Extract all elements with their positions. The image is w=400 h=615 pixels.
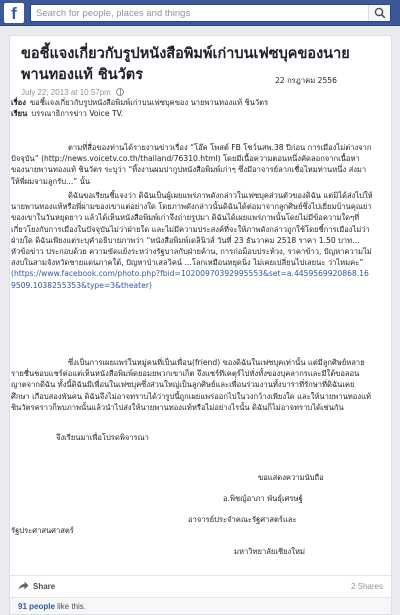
top-bar	[0, 0, 400, 26]
subject-line	[11, 97, 371, 108]
letter-date: 22 กรฎาคม 2556	[275, 76, 337, 85]
note-timestamp[interactable]: July 22, 2013 at 10:57pm	[21, 88, 111, 97]
facebook-photo-link[interactable]: (https://www.facebook.com/photo.php?fbid=10200970392995553&set=a.4459569920868.169509.1038255353&type=3&theater)	[11, 269, 369, 290]
share-button[interactable]	[18, 580, 55, 594]
signer-university: มหาวิทยาลัยเชียงใหม่	[234, 547, 305, 556]
signer-position-line-2: รัฐประศาสนศาสตร์	[11, 526, 74, 535]
search-button[interactable]	[368, 5, 390, 21]
globe-icon[interactable]	[116, 88, 124, 96]
share-count[interactable]: 2 Shares	[350, 582, 383, 591]
recipient-label: เรียน	[11, 109, 28, 119]
paragraph-2	[11, 190, 373, 291]
search-box[interactable]	[30, 4, 391, 22]
action-bar	[9, 575, 392, 597]
closing-line: จึงเรียนมาเพื่อโปรดพิจารณา	[56, 433, 149, 442]
letter-header	[11, 97, 371, 119]
sign-off: ขอแสดงความนับถือ	[258, 473, 324, 482]
paragraph-3: ซึ่งเป็นการเผยแพร่ในหมู่คนที่เป็นเพื่อน(friend) ของดิฉันในเฟซบุคเท่านั้น แต่มีลูกศิษย์หลายรายชื่นชอบแชร์ต่อแต่เห็นหนังสือพิมพ์ดยอมยพวกเขาเก็ต จึงแชร์ทีเคตุร์ไปทั่งทั้งของบุคลากรและมีใต้ขอลอนญาตจากดิฉัน ทั้งนี้ดิฉันมีเพื่อนในเฟซบุคซึ่งส่วนใหญ่เป็นลูกศิษย์และเพื่อนร่วมงานทั้งบาราที่รักษาที่ดิฉันเคยศึกษา เกือบสองพันคน ดิฉันจึงไม่อาจทราบได้ว่ารูปนี้ถูกเผยแพร่ออกไปในวงกว้างเพียงใด และให้นายพานทองแท้ชินวัตรคราวก็พบภาพนั้นแล้วนำไปส่งให้นายพานทองแท้หรือไม่อย่างไรนั้น ดิฉันก็ไม่อาจทราบได้เช่นกัน	[11, 358, 371, 412]
recipient-text: บรรณาธิการข่าว Voice TV.	[31, 109, 124, 119]
search-icon	[374, 7, 386, 19]
likes-count[interactable]: 91 people	[18, 602, 55, 611]
subject-text: ขอชี้แจงเกี่ยวกับรูปหนังสือพิมพ์เก่าบนเฟซบุคของ นายพานทองแท้ ชินวัตร	[29, 98, 269, 107]
share-icon	[18, 581, 29, 591]
note-title: ขอชี้แจงเกี่ยวกับรูปหนังสือพิมพ์เก่าบนเฟซบุคของนายพานทองแท้ ชินวัตร	[21, 46, 350, 83]
search-input[interactable]	[31, 5, 366, 21]
signer-name: อ.พิชญ์อาภา พันธุ์เศรษฐ์	[223, 494, 303, 503]
share-label: Share	[33, 582, 56, 591]
paragraph-2-text: ดิฉันขอเรียนชี้แจงว่า ดิฉันเป็นผู้เผยแพร่ภาพดังกล่าวในเฟซบุคส่วนตัวของดิฉัน แต่มิได้ส่งไปให้นายพานทองแท้หรือพี่ผามของเขาแต่อย่างใด โดยภาพดังกล่าวนั้นดิฉันได้ต่อมาจากลูกศิษย์ซึ่งไปเยี่ยมบ้านคุณย่าของเขาในวันหยุดยาว แล้วได้เห็นหนังสือพิมพ์เก่าจึงถ่ายรูปมา ดิฉันได้เผยแพร่ภาพนั้นโดยไม่มีข้อความใดๆที่เกี่ยวโยงกับการเมืองในปัจจุบันไม่ว่าฝ่ายใด และไม่มีความประสงค์ที่จะให้ภาพดังกล่าวถูกใช้โดยชี้การเมืองไม่ว่าฝ่ายใด ดิฉันเพียงแต่ระบุคำอธิบายภาพว่า “หนังสือพิมพ์เดลินิวส์ วันที่ 23 ธันวาคม 2518 ราคา 1.50 บาท... หัวข้อข่าว ประกอบด้วย ความขัดแย้งระหว่างรัฐบาลกับฝ่ายค้าน, การก่อม็อบประท้วง, ราคาข้าว, ปัญหาความไม่สงบในสามจังหวัดชายแดนภาคใต้, ปัญหาป่าเสลวิคน์ ...โลกเหมือนหยุดนิ่ง ไม่เคยเปลี่ยนไปเลยนะ ว่าไหมคะ”	[11, 191, 373, 268]
subject-label: เรื่อง	[11, 98, 26, 107]
signer-position-line-1: อาจารย์ประจำคณะรัฐศาสตร์และ	[188, 515, 297, 524]
likes-bar	[9, 597, 392, 615]
paragraph-1: ตามที่สื่อของท่านได้รายงานข่าวเรื่อง “โอ๊ค โพสต์ FB โชว์นสพ.38 ปีก่อน การเมืองไม่ต่างจากปัจจุบัน” (http://news.voicetv.co.th/thailand/76310.html) โดยมีเนื้อความตอนหนึ่งคัดลอกจากเนื้อหาของนายพานทองแท้ ชินวัตร ระบุว่า “ทิ้งงานผมปากูปหนังสือพิมพ์เก่าๆ ซึ่งมีอาจารย์ลากเชื่อไหมท่านหนึ่ง ส่งมาให้พี่ผมจามลูกรับ...” นั้น	[11, 143, 372, 186]
likes-summary	[18, 600, 86, 613]
likes-suffix: like this.	[54, 602, 87, 611]
recipient-line	[11, 108, 371, 119]
facebook-logo-icon[interactable]: f	[4, 3, 24, 23]
